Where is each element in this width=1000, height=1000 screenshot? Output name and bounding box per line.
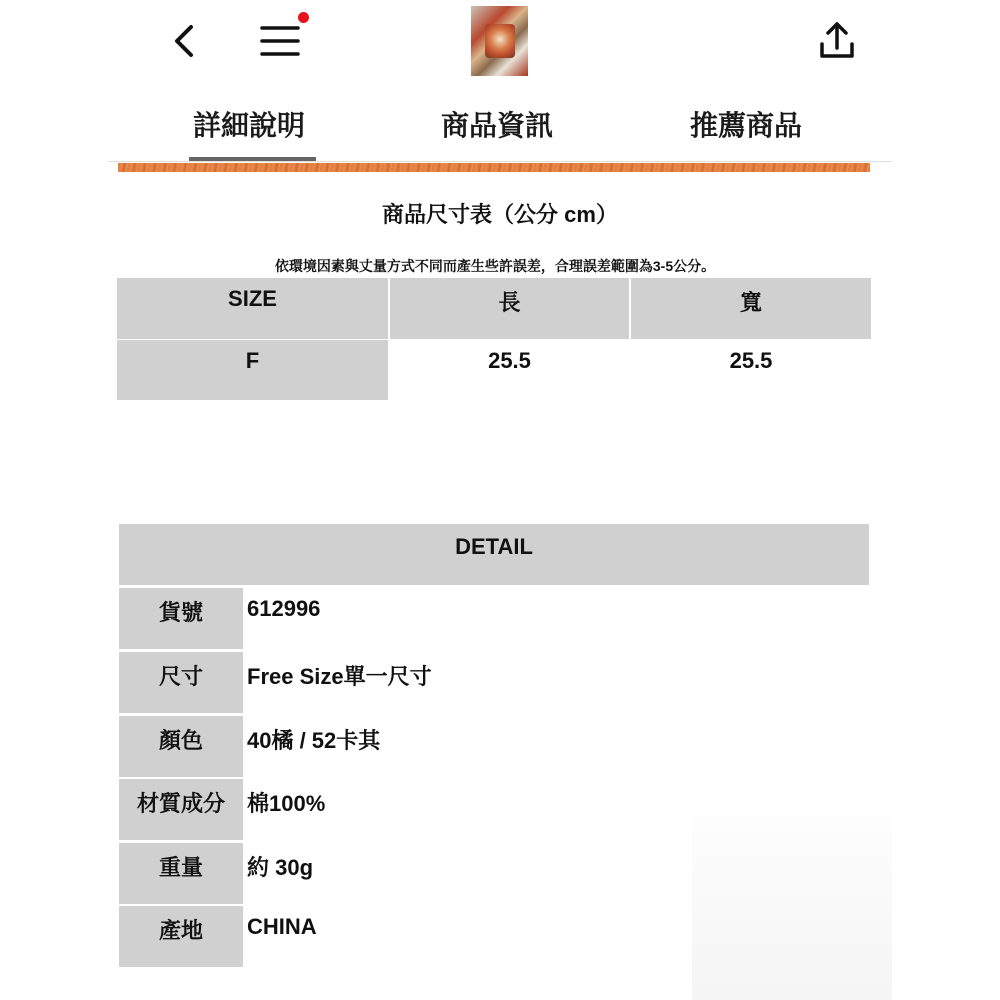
chevron-left-icon (160, 16, 210, 66)
detail-value-color: 40橘 / 52卡其 (247, 728, 381, 753)
tab-bar-divider (108, 161, 892, 162)
detail-value-weight: 約 30g (247, 855, 314, 880)
detail-value-origin: CHINA (247, 914, 317, 939)
tab-details[interactable]: 詳細說明 (193, 110, 306, 141)
notification-dot (298, 12, 309, 23)
thumbnail-pouch-image (485, 24, 515, 58)
size-header-width: 寬 (631, 278, 871, 339)
product-thumbnail[interactable] (471, 6, 528, 76)
back-button[interactable] (160, 16, 210, 66)
detail-label-material: 材質成分 (119, 779, 243, 840)
detail-value-size: Free Size單一尺寸 (247, 664, 432, 689)
detail-label-item-no: 貨號 (119, 588, 243, 649)
size-chart-title: 商品尺寸表（公分 cm） (382, 202, 618, 227)
tab-recommended[interactable]: 推薦商品 (690, 110, 803, 141)
detail-label-size: 尺寸 (119, 652, 243, 713)
size-row-size: F (117, 340, 388, 400)
menu-button[interactable] (252, 12, 312, 64)
share-button[interactable] (812, 16, 862, 66)
detail-label-origin: 產地 (119, 906, 243, 967)
share-upload-icon (812, 16, 862, 66)
hamburger-menu-icon (252, 12, 302, 64)
product-image-strip (118, 163, 870, 172)
detail-label-color: 顏色 (119, 716, 243, 777)
detail-value-item-no: 612996 (247, 596, 321, 621)
tab-product-info[interactable]: 商品資訊 (441, 110, 554, 141)
detail-heading: DETAIL (119, 524, 869, 585)
background-fade (692, 780, 892, 1000)
size-header-size: SIZE (117, 278, 388, 339)
size-chart-note: 依環境因素與丈量方式不同而產生些許誤差，合理誤差範圍為3-5公分。 (274, 258, 716, 274)
detail-label-weight: 重量 (119, 843, 243, 904)
detail-value-material: 棉100% (247, 791, 326, 816)
size-row-length: 25.5 (390, 340, 629, 400)
size-header-length: 長 (390, 278, 629, 339)
size-row-width: 25.5 (631, 340, 871, 400)
